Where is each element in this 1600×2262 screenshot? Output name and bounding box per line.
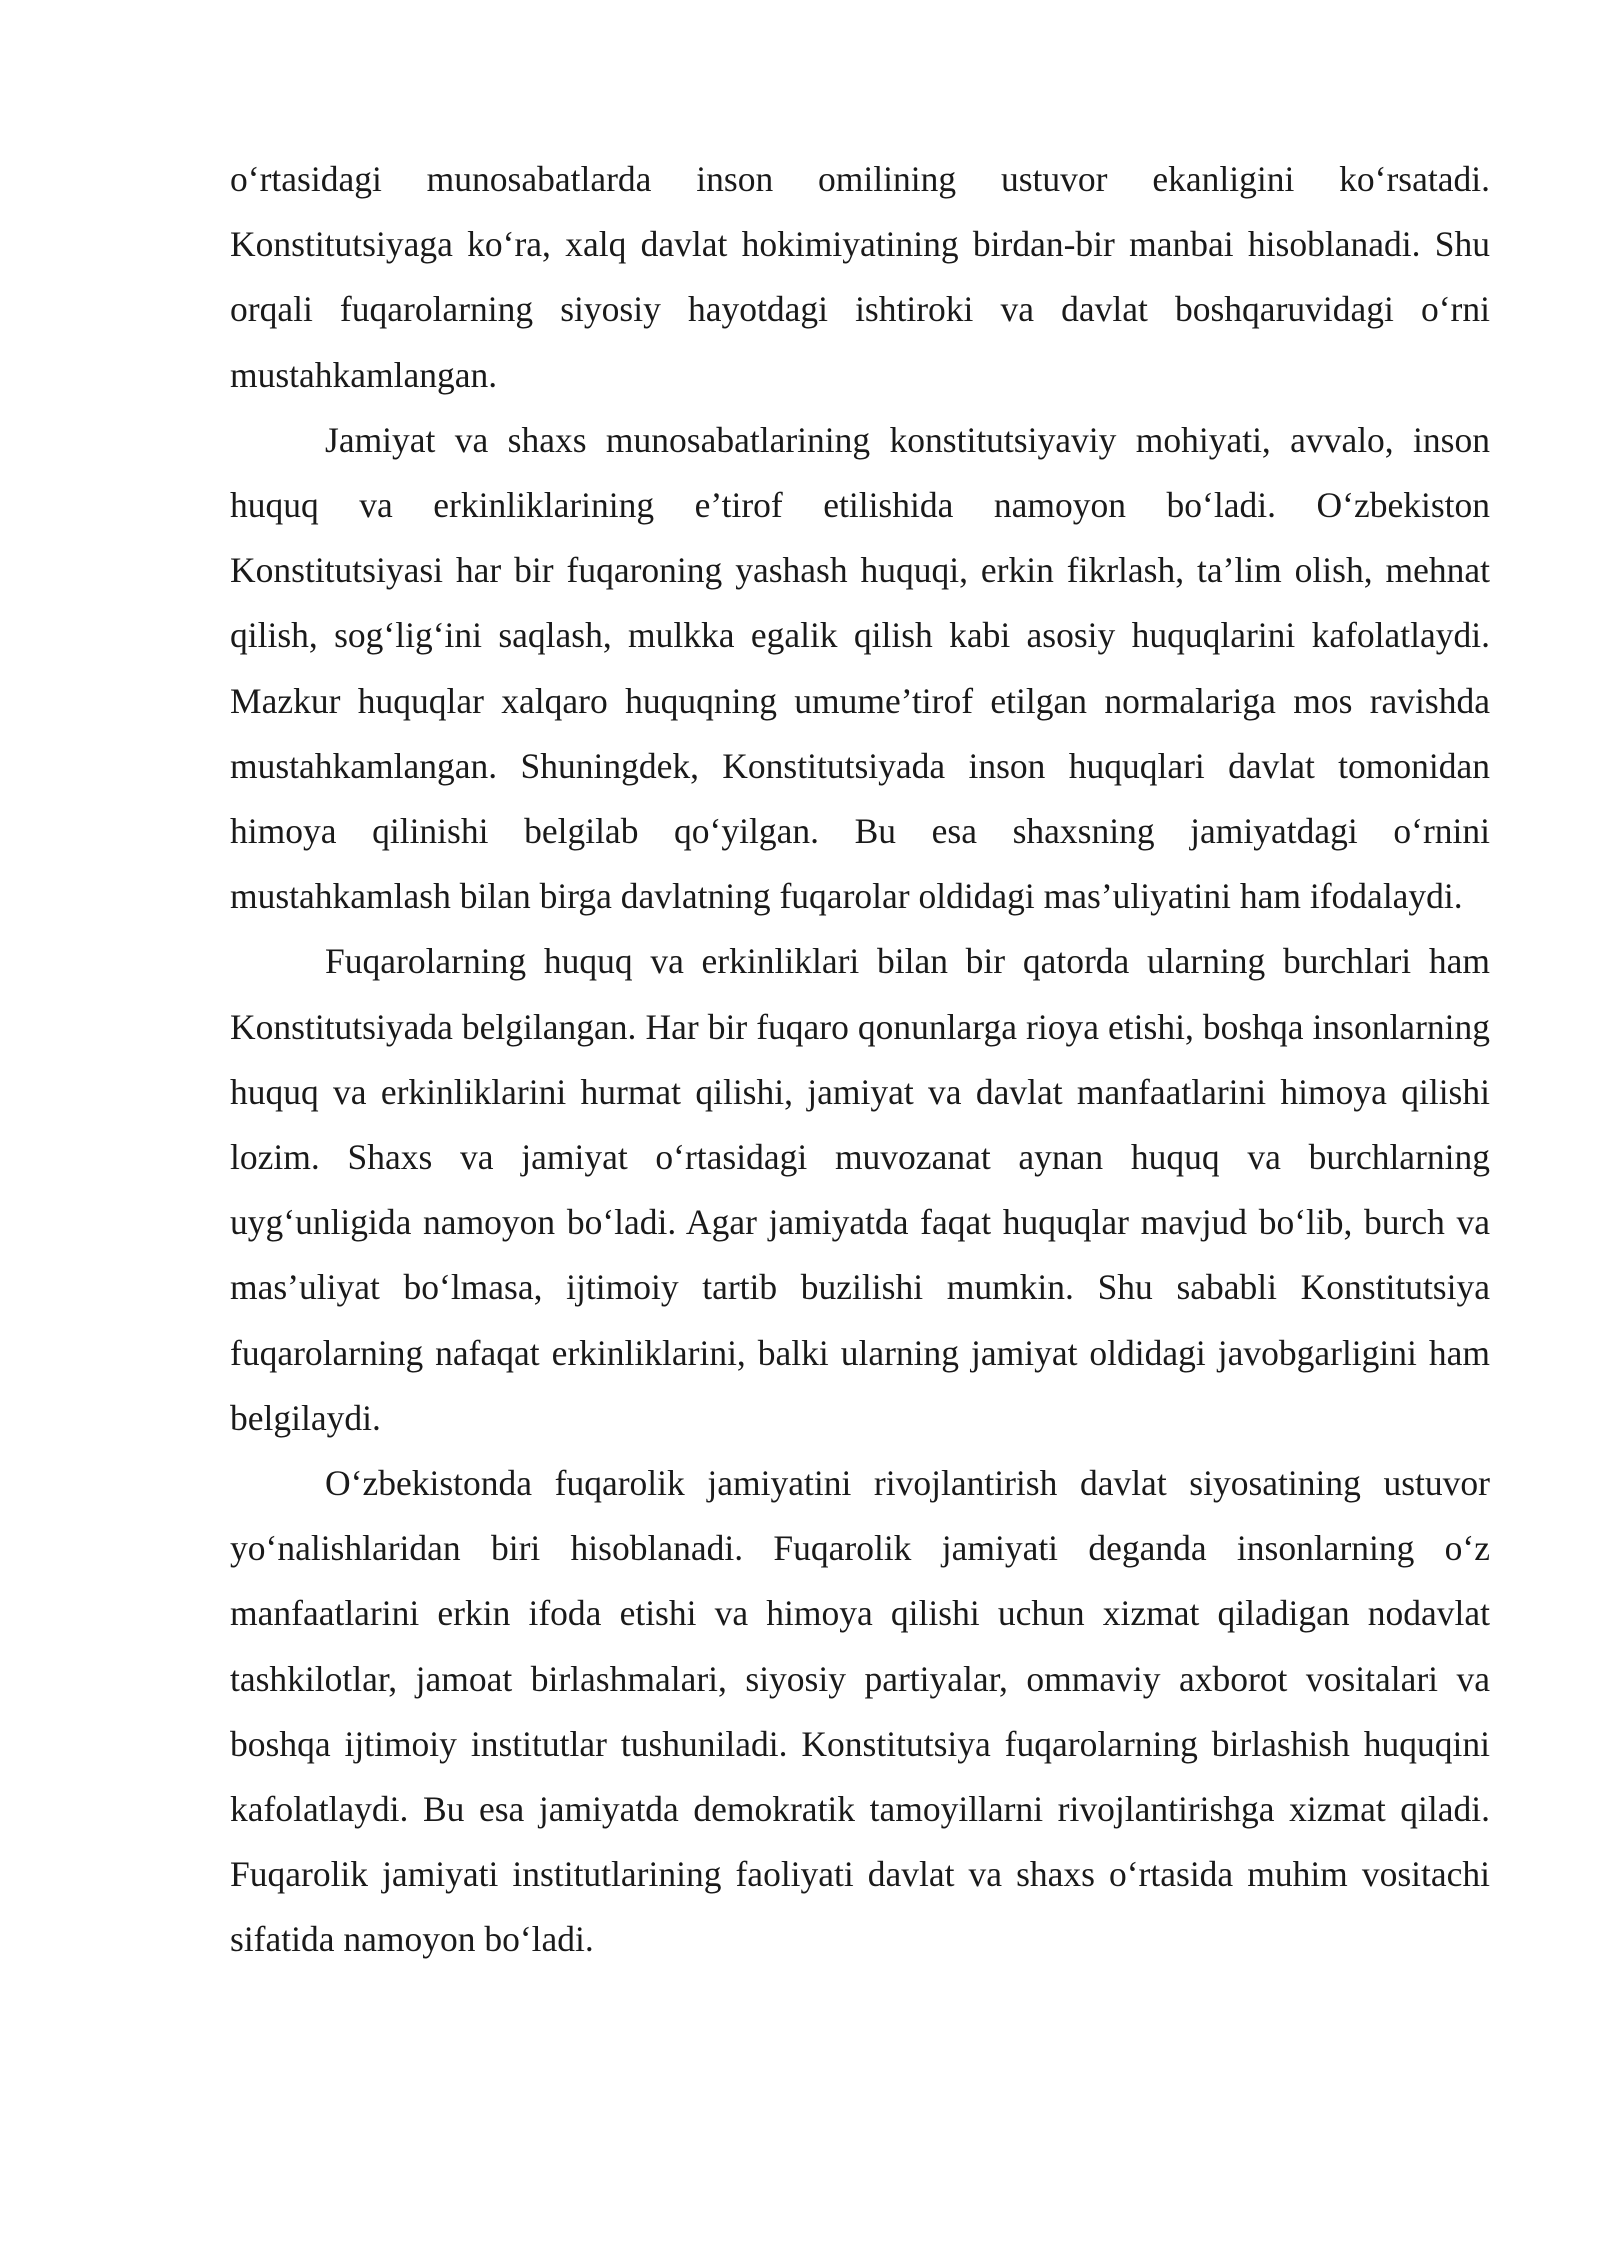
paragraph-1: oʻrtasidagi munosabatlarda inson omilining ustuvor ekanligini koʻrsatadi. Konstitutsiyaga koʻra, xalq davlat hokimiyatining birdan-bir manbai hisoblanadi. Shu orqali fuqarolarning siyosiy hayotdagi ishtiroki va davlat boshqaruvidagi oʻrni mustahkamlangan. <box>230 159 1490 395</box>
paragraph-3: Fuqarolarning huquq va erkinliklari bilan bir qatorda ularning burchlari ham Konstitutsiyada belgilangan. Har bir fuqaro qonunlarga rioya etishi, boshqa insonlarning huquq va erkinliklarini hurmat qilishi, jamiyat va davlat manfaatlarini himoya qilishi lozim. Shaxs va jamiyat oʻrtasidagi muvozanat aynan huquq va burchlarning uygʻunligida namoyon boʻladi. Agar jamiyatda faqat huquqlar mavjud boʻlib, burch va mas’uliyat boʻlmasa, ijtimoiy tartib buzilishi mumkin. Shu sababli Konstitutsiya fuqarolarning nafaqat erkinliklarini, balki ularning jamiyat oldidagi javobgarligini ham belgilaydi. <box>230 941 1490 1438</box>
document-body <box>230 147 1490 1973</box>
paragraph-4: Oʻzbekistonda fuqarolik jamiyatini rivojlantirish davlat siyosatining ustuvor yoʻnalishlaridan biri hisoblanadi. Fuqarolik jamiyati deganda insonlarning oʻz manfaatlarini erkin ifoda etishi va himoya qilishi uchun xizmat qiladigan nodavlat tashkilotlar, jamoat birlashmalari, siyosiy partiyalar, ommaviy axborot vositalari va boshqa ijtimoiy institutlar tushuniladi. Konstitutsiya fuqarolarning birlashish huquqini kafolatlaydi. Bu esa jamiyatda demokratik tamoyillarni rivojlantirishga xizmat qiladi. Fuqarolik jamiyati institutlarining faoliyati davlat va shaxs oʻrtasida muhim vositachi sifatida namoyon boʻladi. <box>230 1463 1490 1960</box>
paragraph-2: Jamiyat va shaxs munosabatlarining konstitutsiyaviy mohiyati, avvalo, inson huquq va erkinliklarining e’tirof etilishida namoyon boʻladi. Oʻzbekiston Konstitutsiyasi har bir fuqaroning yashash huquqi, erkin fikrlash, ta’lim olish, mehnat qilish, sogʻligʻini saqlash, mulkka egalik qilish kabi asosiy huquqlarini kafolatlaydi. Mazkur huquqlar xalqaro huquqning umume’tirof etilgan normalariga mos ravishda mustahkamlangan. Shuningdek, Konstitutsiyada inson huquqlari davlat tomonidan himoya qilinishi belgilab qoʻyilgan. Bu esa shaxsning jamiyatdagi oʻrnini mustahkamlash bilan birga davlatning fuqarolar oldidagi mas’uliyatini ham ifodalaydi. <box>230 419 1490 917</box>
